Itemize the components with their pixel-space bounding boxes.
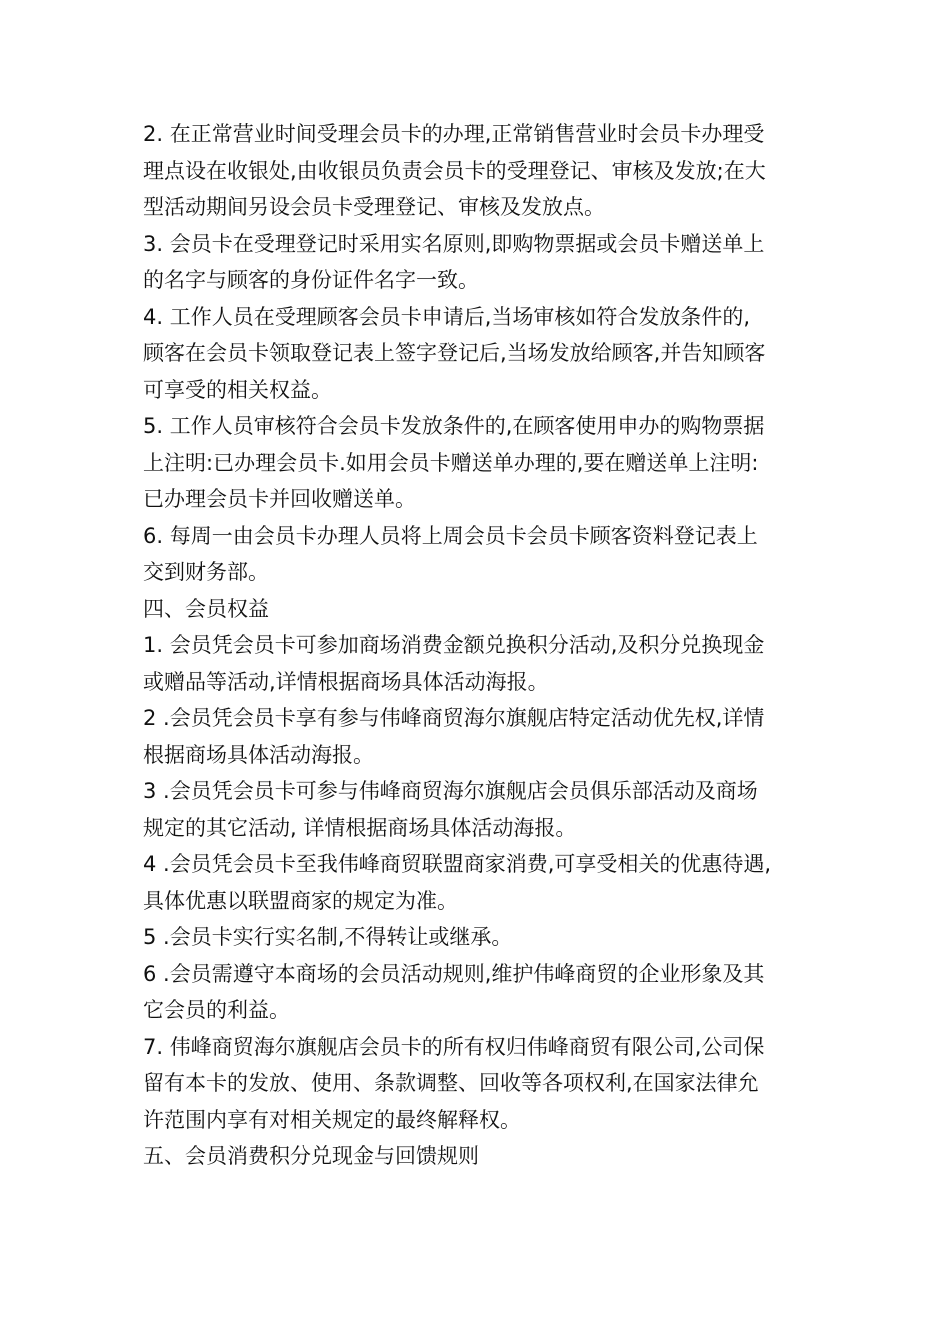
text-line: 根据商场具体活动海报。 (143, 742, 374, 767)
text-line: 7. 伟峰商贸海尔旗舰店会员卡的所有权归伟峰商贸有限公司,公司保 (143, 1034, 765, 1059)
text-line: 2 .会员凭会员卡享有参与伟峰商贸海尔旗舰店特定活动优先权,详情 (143, 706, 765, 730)
text-line: 1. 会员凭会员卡可参加商场消费金额兑换积分活动,及积分兑换现金 (143, 633, 765, 657)
text-line: 留有本卡的发放、使用、条款调整、回收等各项权利,在国家法律允 (143, 1071, 759, 1095)
text-line: 具体优惠以联盟商家的规定为准。 (143, 888, 458, 913)
text-line: 许范围内享有对相关规定的最终解释权。 (143, 1107, 521, 1132)
text-line: 交到财务部。 (143, 560, 269, 584)
text-line: 顾客在会员卡领取登记表上签字登记后,当场发放给顾客,并告知顾客 (143, 341, 766, 365)
document-body (143, 116, 809, 1175)
text-line: 它会员的利益。 (143, 998, 290, 1022)
text-line: 上注明:已办理会员卡.如用会员卡赠送单办理的,要在赠送单上注明: (143, 450, 759, 475)
section-heading: 四、会员权益 (143, 596, 269, 621)
text-line: 规定的其它活动, 详情根据商场具体活动海报。 (143, 815, 577, 840)
text-line: 型活动期间另设会员卡受理登记、审核及发放点。 (143, 195, 605, 219)
text-line: 2. 在正常营业时间受理会员卡的办理,正常销售营业时会员卡办理受 (143, 122, 765, 146)
text-line: 6. 每周一由会员卡办理人员将上周会员卡会员卡顾客资料登记表上 (143, 523, 758, 548)
text-line: 的名字与顾客的身份证件名字一致。 (143, 268, 479, 292)
text-line: 4 .会员凭会员卡至我伟峰商贸联盟商家消费,可享受相关的优惠待遇, (143, 852, 772, 876)
text-line: 理点设在收银处,由收银员负责会员卡的受理登记、审核及发放;在大 (143, 158, 766, 183)
text-line: 5. 工作人员审核符合会员卡发放条件的,在顾客使用申办的购物票据 (143, 414, 765, 438)
text-line: 5 .会员卡实行实名制,不得转让或继承。 (143, 925, 513, 949)
section-heading: 五、会员消费积分兑现金与回馈规则 (143, 1144, 479, 1168)
text-line: 4. 工作人员在受理顾客会员卡申请后,当场审核如符合发放条件的, (143, 304, 751, 329)
text-line: 可享受的相关权益。 (143, 377, 332, 402)
text-line: 6 .会员需遵守本商场的会员活动规则,维护伟峰商贸的企业形象及其 (143, 961, 765, 986)
text-line: 3. 会员卡在受理登记时采用实名原则,即购物票据或会员卡赠送单上 (143, 231, 765, 256)
text-line: 或赠品等活动,详情根据商场具体活动海报。 (143, 669, 549, 694)
text-line: 3 .会员凭会员卡可参与伟峰商贸海尔旗舰店会员俱乐部活动及商场 (143, 779, 758, 803)
text-line: 已办理会员卡并回收赠送单。 (143, 487, 416, 511)
